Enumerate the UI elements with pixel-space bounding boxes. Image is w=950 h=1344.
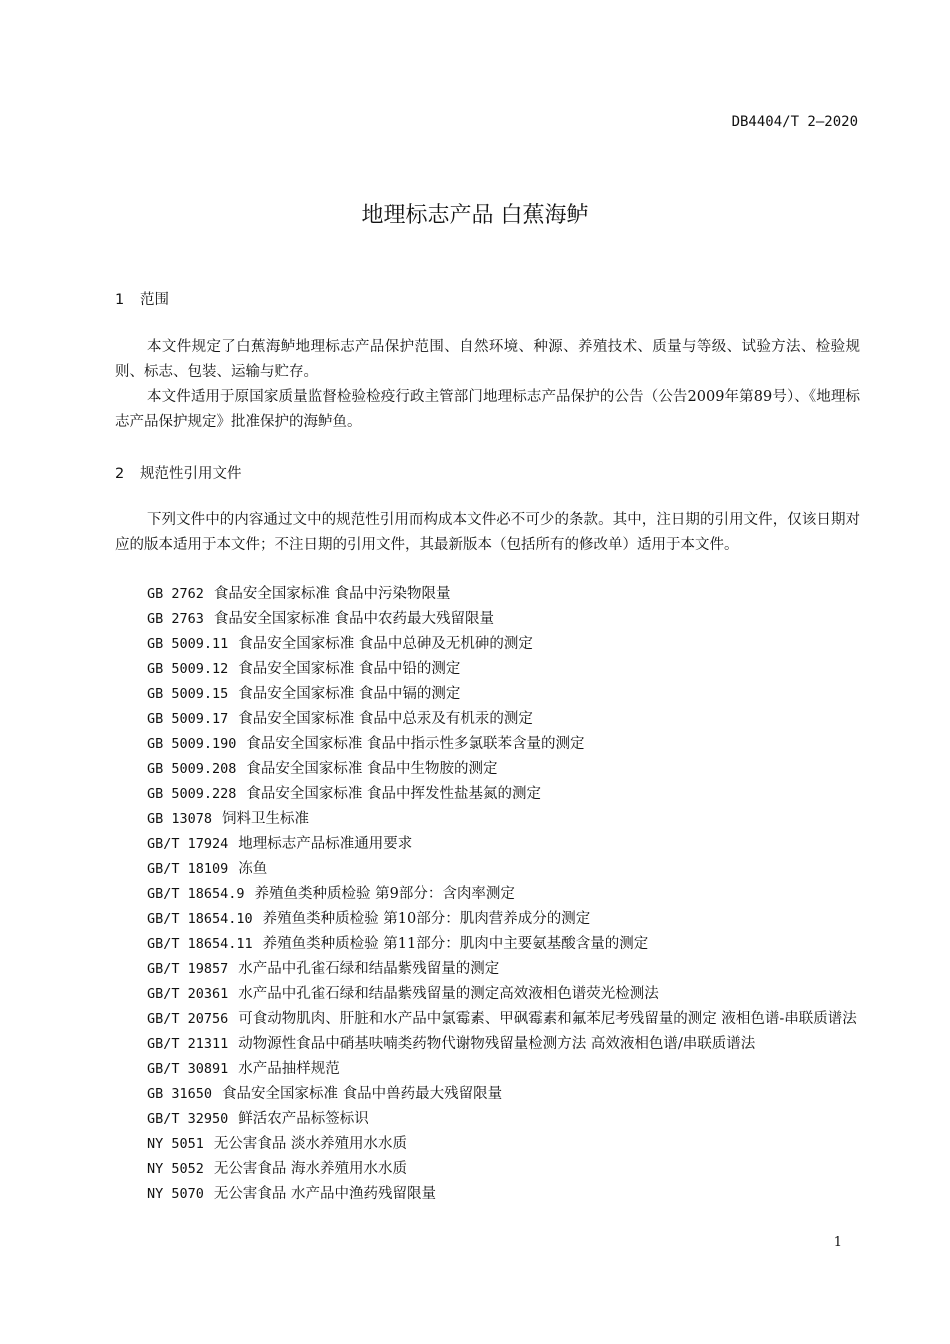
reference-item (115, 807, 860, 832)
reference-title: 食品安全国家标准 食品中镉的测定 (238, 686, 461, 702)
section-number: 1 (115, 292, 125, 308)
reference-title: 食品安全国家标准 食品中铅的测定 (238, 661, 461, 677)
scope-paragraph-2: 本文件适用于原国家质量监督检验检疫行政主管部门地理标志产品保护的公告（公告2009年第89号）、《地理标志产品保护规定》批准保护的海鲈鱼。 (115, 389, 860, 430)
reference-title: 养殖鱼类种质检验 第10部分：肌肉营养成分的测定 (262, 911, 591, 927)
reference-code: NY 5052 (147, 1161, 204, 1177)
reference-code: GB/T 18109 (147, 861, 229, 877)
reference-title: 无公害食品 海水养殖用水水质 (213, 1161, 408, 1177)
reference-code: GB 2762 (147, 586, 204, 602)
reference-item (115, 1182, 860, 1207)
page-number: 1 (833, 1235, 842, 1250)
reference-title: 食品安全国家标准 食品中总汞及有机汞的测定 (238, 711, 533, 727)
reference-code: GB 5009.228 (147, 786, 237, 802)
reference-title: 食品安全国家标准 食品中农药最大残留限量 (213, 611, 495, 627)
reference-code: NY 5051 (147, 1136, 204, 1152)
reference-title: 鲜活农产品标签标识 (238, 1111, 369, 1127)
reference-code: GB 5009.11 (147, 636, 229, 652)
reference-item (115, 657, 860, 682)
reference-item (115, 607, 860, 632)
reference-code: GB/T 18654.10 (147, 911, 253, 927)
reference-item (115, 1007, 860, 1032)
reference-title: 食品安全国家标准 食品中生物胺的测定 (246, 761, 498, 777)
section-number: 2 (115, 466, 125, 482)
references-intro-paragraph: 下列文件中的内容通过文中的规范性引用而构成本文件必不可少的条款。其中，注日期的引用文件，仅该日期对应的版本适用于本文件；不注日期的引用文件，其最新版本（包括所有的修改单）适用于本文件。 (115, 512, 860, 553)
reference-code: GB 31650 (147, 1086, 213, 1102)
reference-title: 食品安全国家标准 食品中兽药最大残留限量 (222, 1086, 503, 1102)
reference-title: 食品安全国家标准 食品中污染物限量 (213, 586, 451, 602)
reference-code: GB 5009.12 (147, 661, 229, 677)
reference-item (115, 1082, 860, 1107)
reference-code: GB 5009.17 (147, 711, 229, 727)
reference-title: 水产品中孔雀石绿和结晶紫残留量的测定高效液相色谱荧光检测法 (238, 986, 659, 1002)
reference-item (115, 1057, 860, 1082)
reference-title: 可食动物肌肉、肝脏和水产品中氯霉素、甲砜霉素和氟苯尼考残留量的测定 液相色谱-串联质谱法 (238, 1011, 857, 1027)
reference-code: GB/T 17924 (147, 836, 229, 852)
reference-item (115, 582, 860, 607)
reference-item (115, 857, 860, 882)
reference-code: GB/T 20756 (147, 1011, 229, 1027)
reference-title: 食品安全国家标准 食品中挥发性盐基氮的测定 (246, 786, 542, 802)
reference-code: GB 5009.15 (147, 686, 229, 702)
reference-title: 无公害食品 淡水养殖用水水质 (213, 1136, 408, 1152)
reference-title: 冻鱼 (238, 861, 268, 877)
reference-title: 地理标志产品标准通用要求 (238, 836, 413, 852)
reference-item (115, 1107, 860, 1132)
reference-code: GB/T 18654.9 (147, 886, 245, 902)
reference-item (115, 932, 860, 957)
reference-title: 动物源性食品中硝基呋喃类药物代谢物残留量检测方法 高效液相色谱/串联质谱法 (238, 1036, 756, 1052)
scope-paragraph-1: 本文件规定了白蕉海鲈地理标志产品保护范围、自然环境、种源、养殖技术、质量与等级、试验方法、检验规则、标志、包装、运输与贮存。 (115, 339, 860, 380)
reference-list (115, 582, 860, 1207)
reference-item (115, 907, 860, 932)
reference-item (115, 707, 860, 732)
section-title: 规范性引用文件 (140, 466, 242, 482)
document-code: DB4404/T 2—2020 (731, 114, 858, 130)
reference-code: GB/T 19857 (147, 961, 229, 977)
reference-title: 无公害食品 水产品中渔药残留限量 (213, 1186, 437, 1202)
reference-item (115, 1157, 860, 1182)
reference-title: 食品安全国家标准 食品中总砷及无机砷的测定 (238, 636, 533, 652)
reference-item (115, 1132, 860, 1157)
reference-code: GB/T 20361 (147, 986, 229, 1002)
reference-title: 水产品抽样规范 (238, 1061, 340, 1077)
reference-title: 食品安全国家标准 食品中指示性多氯联苯含量的测定 (246, 736, 585, 752)
reference-code: GB/T 32950 (147, 1111, 229, 1127)
reference-item (115, 632, 860, 657)
reference-item (115, 757, 860, 782)
reference-item (115, 732, 860, 757)
reference-code: NY 5070 (147, 1186, 204, 1202)
section-title: 范围 (140, 292, 169, 308)
reference-title: 养殖鱼类种质检验 第11部分：肌肉中主要氨基酸含量的测定 (262, 936, 649, 952)
reference-item (115, 882, 860, 907)
reference-code: GB/T 30891 (147, 1061, 229, 1077)
document-title: 地理标志产品 白蕉海鲈 (361, 203, 589, 228)
reference-code: GB/T 21311 (147, 1036, 229, 1052)
reference-item (115, 957, 860, 982)
reference-title: 饲料卫生标准 (222, 811, 310, 827)
reference-code: GB 5009.190 (147, 736, 237, 752)
reference-item (115, 1032, 860, 1057)
reference-code: GB 2763 (147, 611, 204, 627)
reference-item (115, 982, 860, 1007)
reference-code: GB 5009.208 (147, 761, 237, 777)
reference-item (115, 782, 860, 807)
reference-item (115, 832, 860, 857)
reference-title: 水产品中孔雀石绿和结晶紫残留量的测定 (238, 961, 500, 977)
reference-item (115, 682, 860, 707)
section-heading-normative-references (115, 462, 242, 483)
reference-code: GB/T 18654.11 (147, 936, 253, 952)
reference-title: 养殖鱼类种质检验 第9部分：含肉率测定 (254, 886, 515, 902)
section-heading-scope (115, 288, 169, 309)
reference-code: GB 13078 (147, 811, 213, 827)
